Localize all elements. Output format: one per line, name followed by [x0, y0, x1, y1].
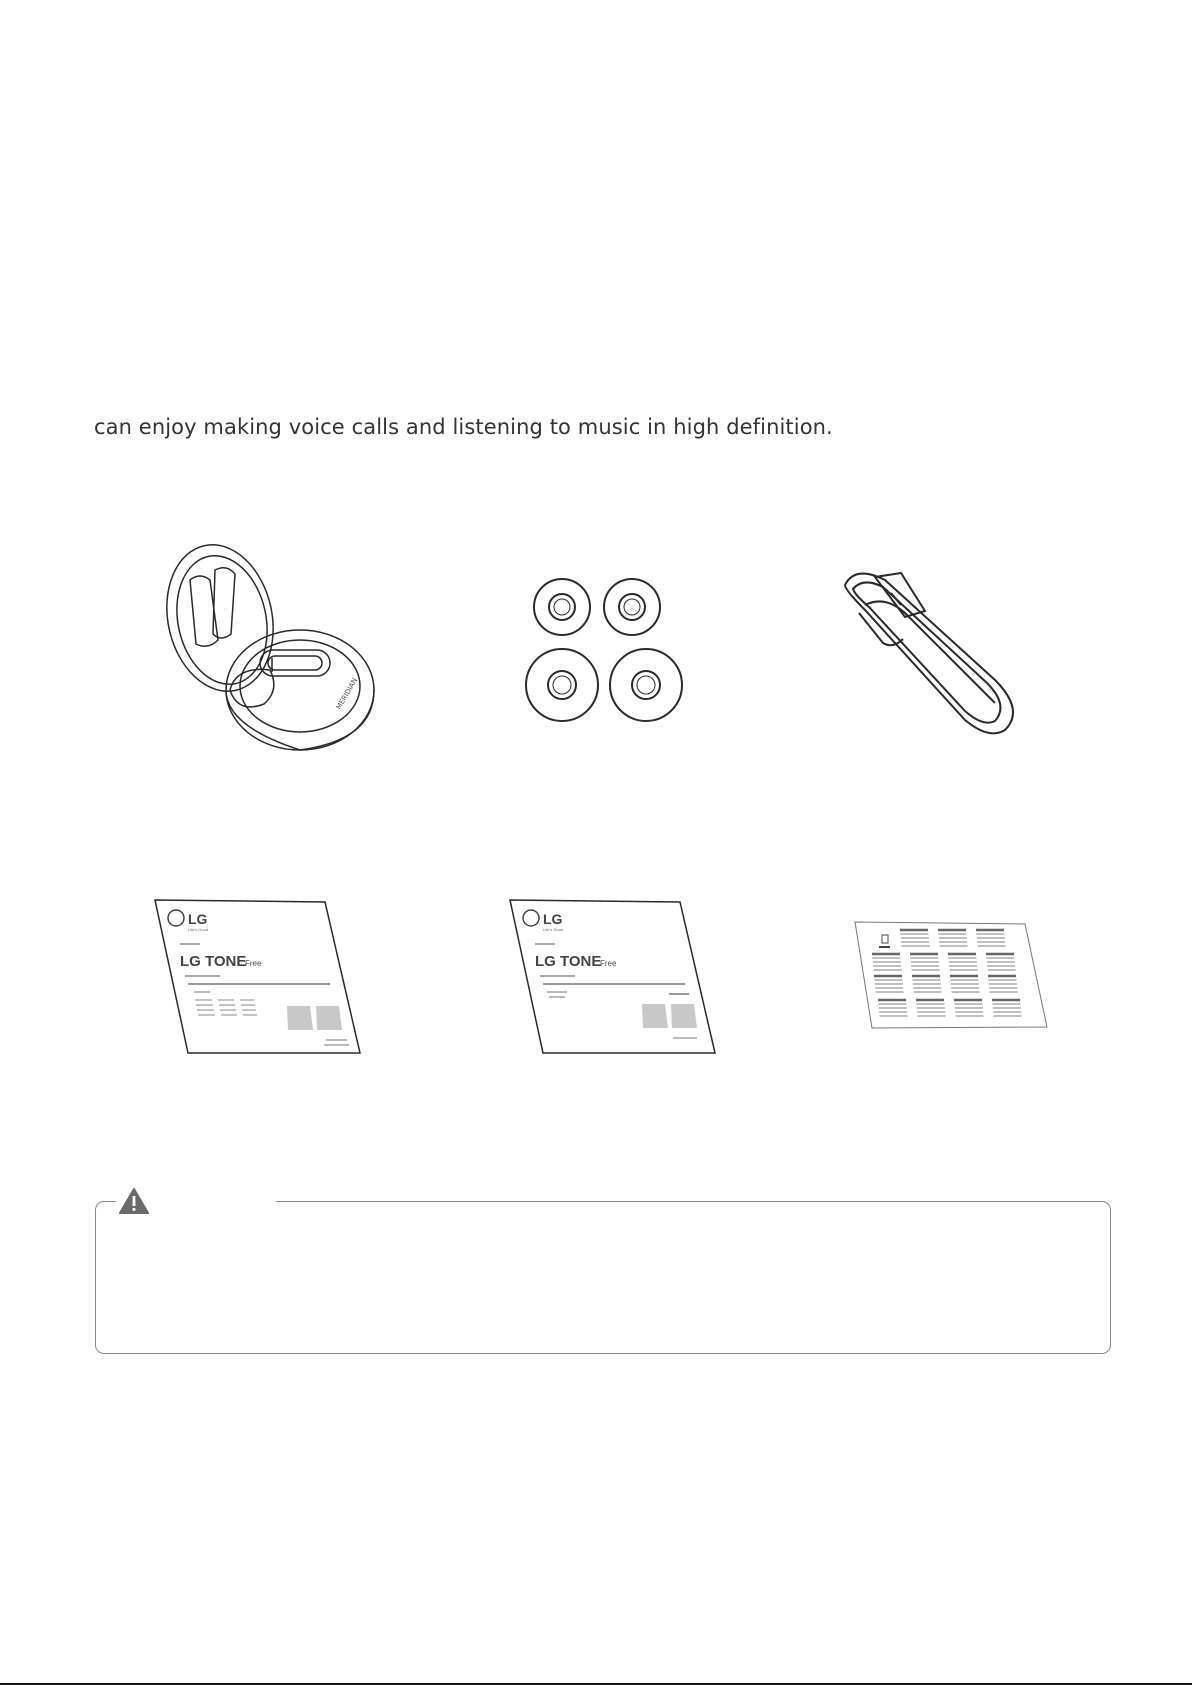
- svg-text:MERIDIAN: MERIDIAN: [334, 676, 360, 711]
- warranty-logo: LG: [543, 911, 563, 927]
- usb-cable-illustration: [835, 565, 1025, 735]
- quick-start-guide-illustration: [150, 898, 370, 1058]
- qsg-tagline: Life's Good: [188, 927, 209, 932]
- qsg-product-suffix: Free: [245, 959, 262, 968]
- warning-triangle-icon: [118, 1187, 150, 1215]
- qsg-product: LG TONE: [180, 953, 247, 970]
- warranty-product-suffix: Free: [600, 959, 617, 968]
- qsg-logo: LG: [188, 911, 208, 927]
- charging-case-illustration: [160, 540, 380, 760]
- warranty-card-illustration: [505, 898, 725, 1058]
- intro-text: can enjoy making voice calls and listening to music in high definition.: [94, 415, 833, 439]
- caution-box: [95, 1201, 1111, 1354]
- ear-gels-illustration: [520, 570, 690, 730]
- warranty-product: LG TONE: [535, 953, 602, 970]
- safety-info-sheet-illustration: [850, 920, 1050, 1030]
- warranty-tagline: Life's Good: [543, 927, 564, 932]
